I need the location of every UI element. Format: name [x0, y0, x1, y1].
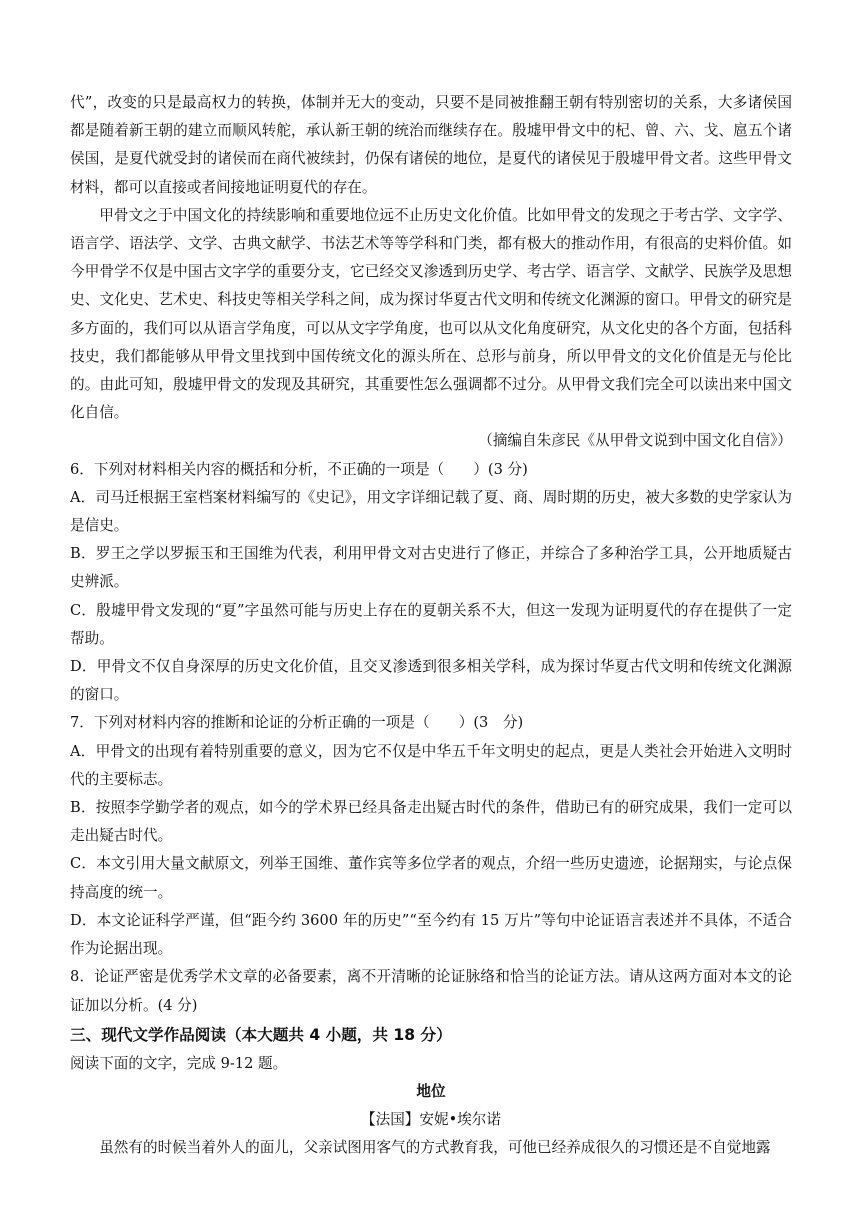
- source-citation: （摘编自朱彦民《从甲骨文说到中国文化自信》）: [478, 432, 792, 450]
- question-7: 7．下列对材料内容的推断和论证的分析正确的一项是（ ）(3 分): [70, 714, 524, 732]
- question-7-option-d: D．本文论证科学严谨，但“距今约 3600 年的历史”“至今约有 15 万片”等句中论证语言表述并不具体，不适合作为论据出现。: [70, 911, 792, 958]
- reading-instruction: 阅读下面的文字，完成 9-12 题。: [70, 1054, 288, 1072]
- document-page: [70, 89, 792, 1163]
- question-7-option-a: A．甲骨文的出现有着特别重要的意义，因为它不仅是中华五千年文明史的起点，更是人类社会开始进入文明时代的主要标志。: [70, 742, 792, 788]
- section-heading: 三、现代文学作品阅读（本大题共 4 小题，共 18 分）: [70, 1025, 452, 1044]
- question-6-option-c: C．殷墟甲骨文发现的“夏”字虽然可能与历史上存在的夏朝关系不大，但这一发现为证明夏代的存在提供了一定帮助。: [70, 601, 792, 647]
- passage-paragraph-1: 代”，改变的只是最高权力的转换，体制并无大的变动，只要不是同被推翻王朝有特别密切的关系，大多诸侯国都是随着新王朝的建立而顺风转舵，承认新王朝的统治而继续存在。殷墟甲骨文中的杞、曾、六、戈、扈五个诸侯国，是夏代就受封的诸侯而在商代被续封，仍保有诸侯的地位，是夏代的诸侯见于殷墟甲骨文者。这些甲骨文材料，都可以直接或者间接地证明夏代的存在。: [70, 94, 792, 196]
- question-6-option-b: B．罗王之学以罗振玉和王国维为代表，利用甲骨文对古史进行了修正，并综合了多种治学工具，公开地质疑古史辨派。: [70, 545, 792, 591]
- question-6: 6．下列对材料相关内容的概括和分析，不正确的一项是（ ）(3 分): [70, 460, 528, 478]
- question-7-option-b: B．按照李学勤学者的观点，如今的学术界已经具备走出疑古时代的条件，借助已有的研究成果，我们一定可以走出疑古时代。: [70, 799, 792, 845]
- question-7-option-c: C．本文引用大量文献原文，列举王国维、董作宾等多位学者的观点，介绍一些历史遗迹，论据翔实，与论点保持高度的统一。: [70, 855, 792, 901]
- story-title: 地位: [416, 1082, 446, 1100]
- question-8: 8．论证严密是优秀学术文章的必备要素，离不开清晰的论证脉络和恰当的论证方法。请从这两方面对本文的论证加以分析。(4 分): [70, 968, 792, 1014]
- story-author: 【法国】安妮•埃尔诺: [361, 1111, 501, 1129]
- story-text: 虽然有的时候当着外人的面儿，父亲试图用客气的方式教育我，可他已经养成很久的习惯还是不自觉地露: [99, 1139, 771, 1157]
- question-6-option-a: A．司马迁根据王室档案材料编写的《史记》，用文字详细记载了夏、商、周时期的历史，被大多数的史学家认为是信史。: [70, 488, 792, 535]
- question-6-option-d: D．甲骨文不仅自身深厚的历史文化价值，且交叉渗透到很多相关学科，成为探讨华夏古代文明和传统文化渊源的窗口。: [70, 658, 792, 704]
- passage-paragraph-2: 甲骨文之于中国文化的持续影响和重要地位远不止历史文化价值。比如甲骨文的发现之于考古学、文字学、语言学、语法学、文学、古典文献学、书法艺术等等学科和门类，都有极大的推动作用，有很高的史料价值。如今甲骨学不仅是中国古文字学的重要分支，它已经交叉渗透到历史学、考古学、语言学、文献学、民族学及思想史、文化史、艺术史、科技史等相关学科之间，成为探讨华夏古代文明和传统文化渊源的窗口。甲骨文的研究是多方面的，我们可以从语言学角度，可以从文字学角度，也可以从文化角度研究，从文化史的各个方面，包括科技史，我们都能够从甲骨文里找到中国传统文化的源头所在、总形与前身，所以甲骨文的文化价值是无与伦比的。由此可知，殷墟甲骨文的发现及其研究，其重要性怎么强调都不过分。从甲骨文我们完全可以读出来中国文化自信。: [70, 206, 792, 422]
